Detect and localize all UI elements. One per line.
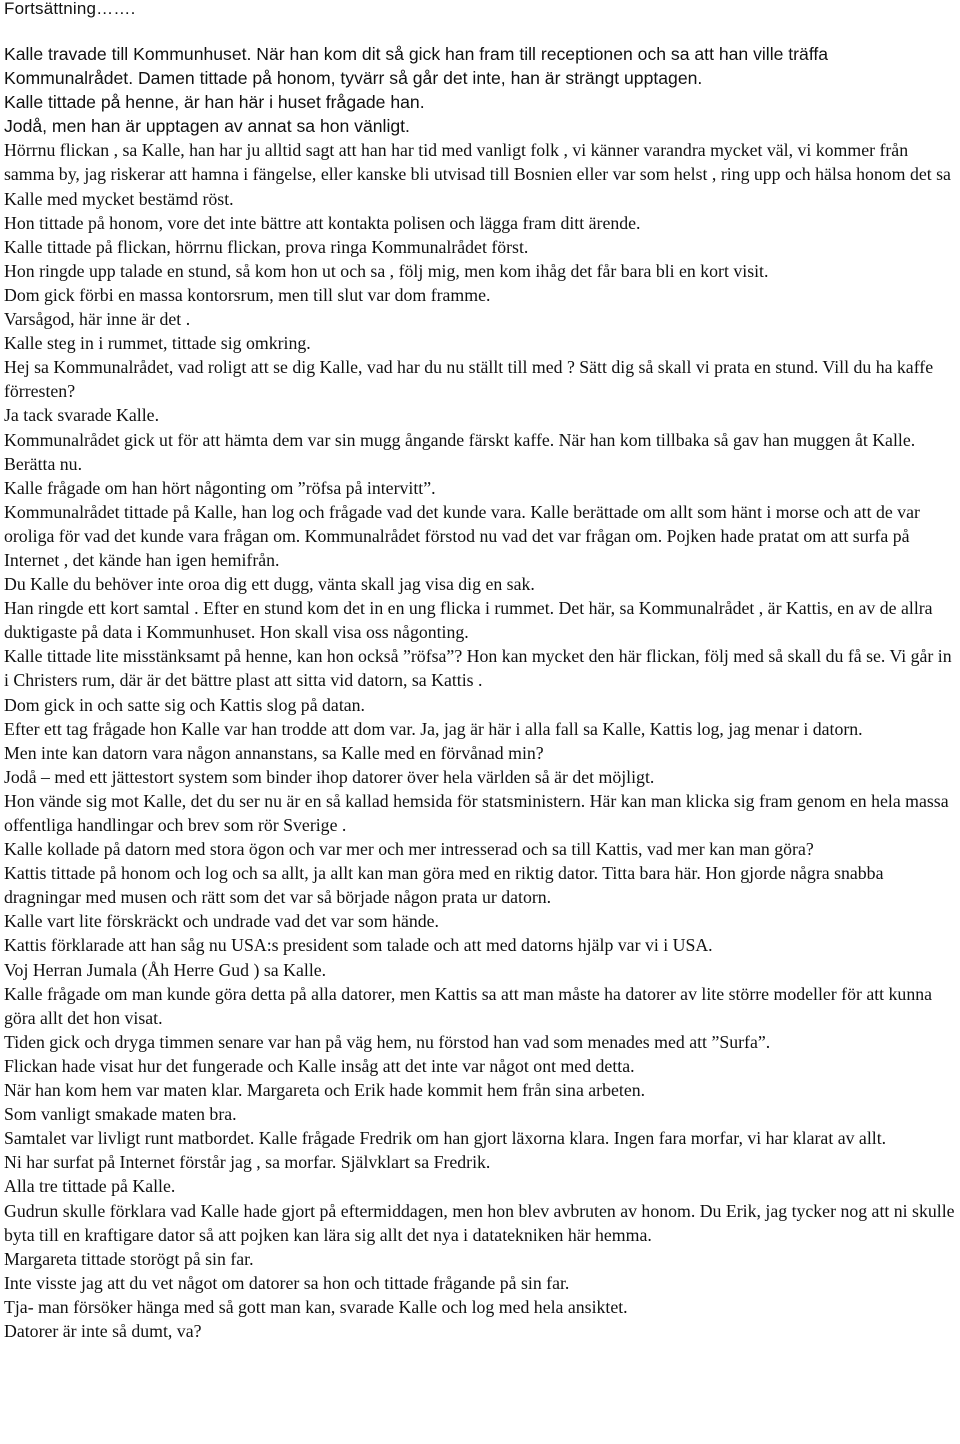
paragraph: Tiden gick och dryga timmen senare var han på väg hem, nu förstod han vad som menades med att ”Surfa”.	[4, 1031, 771, 1052]
paragraph: Men inte kan datorn vara någon annanstans, sa Kalle med en förvånad min?	[4, 742, 544, 763]
paragraph: Han ringde ett kort samtal . Efter en stund kom det in en ung flicka i rummet. Det här, sa Kommunalrådet , är Kattis, en av de allra duktigaste på data i Kommunhuset. Hon skall visa oss någonting.	[4, 598, 933, 643]
paragraph: Ni har surfat på Internet förstår jag , sa morfar. Självklart sa Fredrik.	[4, 1152, 491, 1173]
paragraph: Kalle frågade om han hört någonting om ”röfsa på intervitt”.	[4, 477, 436, 498]
paragraph: Kalle tittade på henne, är han här i huset frågade han.	[4, 92, 425, 113]
paragraph: När han kom hem var maten klar. Margareta och Erik hade kommit hem från sina arbeten.	[4, 1080, 646, 1101]
paragraph: Kattis tittade på honom och log och sa allt, ja allt kan man göra med en riktig dator. Titta bara här. Hon gjorde några snabba dragningar med musen och rätt som det var så började någon prata ur datorn.	[4, 863, 884, 908]
paragraph: Hon tittade på honom, vore det inte bättre att kontakta polisen och lägga fram ditt ärende.	[4, 212, 641, 233]
paragraph: Varsågod, här inne är det .	[4, 309, 191, 330]
document-title: Fortsättning…….	[4, 0, 136, 18]
paragraph: Kalle frågade om man kunde göra detta på alla datorer, men Kattis sa att man måste ha datorer av lite större modeller för att kunna göra allt det hon visat.	[4, 983, 932, 1028]
paragraph: Efter ett tag frågade hon Kalle var han trodde att dom var. Ja, jag är här i alla fall sa Kalle, Kattis log, jag menar i datorn.	[4, 718, 863, 739]
paragraph: Jodå, men han är upptagen av annat sa hon vänligt.	[4, 116, 410, 137]
paragraph: Tja- man försöker hänga med så gott man kan, svarade Kalle och log med hela ansiktet.	[4, 1296, 628, 1317]
paragraph: Inte visste jag att du vet något om datorer sa hon och tittade frågande på sin far.	[4, 1272, 570, 1293]
paragraph: Kalle travade till Kommunhuset. När han kom dit så gick han fram till receptionen och sa att han ville träffa Kommunalrådet. Damen tittade på honom, tyvärr så går det inte, han är strängt upptagen.	[4, 44, 829, 89]
paragraph: Hej sa Kommunalrådet, vad roligt att se dig Kalle, vad har du nu ställt till med ? Sätt dig så skall vi prata en stund. Vill du ha kaffe förresten?	[4, 357, 934, 402]
paragraph: Kalle steg in i rummet, tittade sig omkring.	[4, 333, 311, 354]
paragraph: Margareta tittade storögt på sin far.	[4, 1248, 254, 1269]
paragraph: Alla tre tittade på Kalle.	[4, 1176, 176, 1197]
paragraph: Ja tack svarade Kalle.	[4, 405, 160, 426]
paragraph: Voj Herran Jumala (Åh Herre Gud ) sa Kalle.	[4, 959, 327, 980]
document-page	[4, 0, 956, 1343]
paragraph: Hon ringde upp talade en stund, så kom hon ut och sa , följ mig, men kom ihåg det får bara bli en kort visit.	[4, 260, 769, 281]
paragraph: Gudrun skulle förklara vad Kalle hade gjort på eftermiddagen, men hon blev avbruten av honom. Du Erik, jag tycker nog att ni skulle byta till en kraftigare dator så att pojken kan lära sig allt det nya i datatekniken här hemma.	[4, 1200, 955, 1245]
paragraph: Kalle tittade lite misstänksamt på henne, kan hon också ”röfsa”? Hon kan mycket den här flickan, följ med så skall du få se. Vi går in i Christers rum, där är det bättre plast att sitta vid datorn, sa Kattis .	[4, 646, 952, 691]
paragraph: Dom gick in och satte sig och Kattis slog på datan.	[4, 694, 365, 715]
paragraph: Datorer är inte så dumt, va?	[4, 1320, 202, 1341]
paragraph: Jodå – med ett jättestort system som binder ihop datorer över hela världen så är det möjligt.	[4, 766, 655, 787]
paragraph: Samtalet var livligt runt matbordet. Kalle frågade Fredrik om han gjort läxorna klara. Ingen fara morfar, vi har klarat av allt.	[4, 1128, 887, 1149]
paragraph: Kalle tittade på flickan, hörrnu flickan, prova ringa Kommunalrådet först.	[4, 236, 529, 257]
paragraph: Kattis förklarade att han såg nu USA:s president som talade och att med datorns hjälp var vi i USA.	[4, 935, 713, 956]
paragraph: Som vanligt smakade maten bra.	[4, 1104, 237, 1125]
paragraph: Berätta nu.	[4, 453, 83, 474]
paragraph: Hörrnu flickan , sa Kalle, han har ju alltid sagt att han har tid med vanligt folk , vi känner varandra mycket väl, vi kommer från samma by, jag riskerar att hamna i fängelse, eller kanske bli utvisad till Bosnien eller var som helst , ring upp och hälsa honom det sa Kalle med mycket bestämd röst.	[4, 140, 951, 209]
paragraph: Du Kalle du behöver inte oroa dig ett dugg, vänta skall jag visa dig en sak.	[4, 574, 535, 595]
paragraph: Dom gick förbi en massa kontorsrum, men till slut var dom framme.	[4, 284, 491, 305]
paragraph: Hon vände sig mot Kalle, det du ser nu är en så kallad hemsida för statsministern. Här kan man klicka sig fram genom en hela massa offentliga handlingar och brev som rör Sverige .	[4, 790, 949, 835]
paragraph: Kalle kollade på datorn med stora ögon och var mer och mer intresserad och sa till Kattis, vad mer kan man göra?	[4, 839, 814, 860]
document-body	[4, 42, 956, 1343]
paragraph: Kommunalrådet gick ut för att hämta dem var sin mugg ångande färskt kaffe. När han kom tillbaka så gav han muggen åt Kalle.	[4, 429, 916, 450]
paragraph: Flickan hade visat hur det fungerade och Kalle insåg att det inte var något ont med detta.	[4, 1055, 635, 1076]
paragraph: Kalle vart lite förskräckt och undrade vad det var som hände.	[4, 911, 439, 932]
paragraph: Kommunalrådet tittade på Kalle, han log och frågade vad det kunde vara. Kalle berättade om allt som hänt i morse och att de var oroliga för vad det kunde vara frågan om. Kommunalrådet förstod nu vad det var frågan om. Pojken hade pratat om att surfa på Internet , det kände han igen hemifrån.	[4, 501, 920, 570]
